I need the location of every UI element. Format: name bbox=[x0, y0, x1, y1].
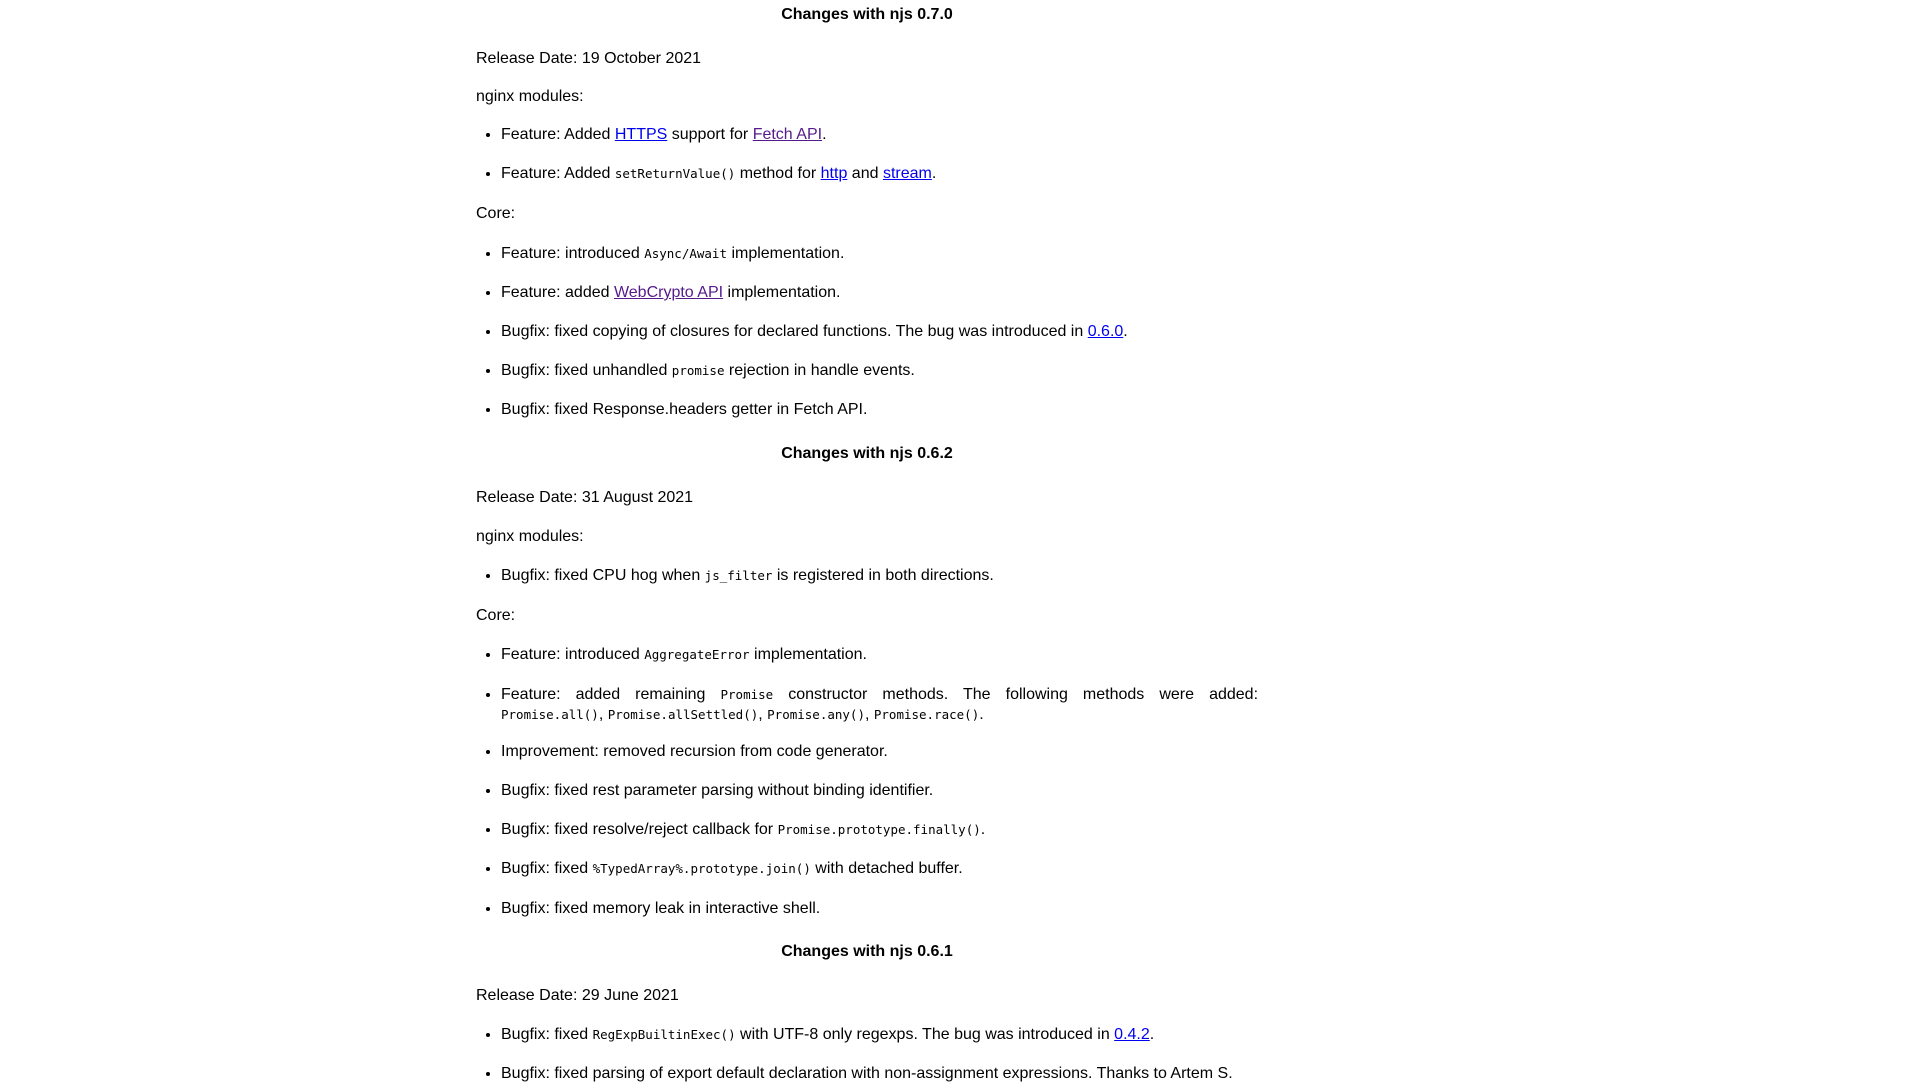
nginx-modules-list bbox=[476, 126, 1258, 183]
webcrypto-api-link[interactable]: WebCrypto API bbox=[613, 284, 724, 301]
code-snippet: js_filter bbox=[704, 568, 773, 583]
code-snippet: AggregateError bbox=[644, 647, 750, 662]
list-item: • Feature: introduced AggregateError implementation. bbox=[501, 646, 1258, 664]
changelog-content bbox=[476, 0, 1258, 1083]
list-item: • Bugfix: fixed RegExpBuiltinExec() with UTF-8 only regexps. The bug was introduced in 0.4.2. bbox=[501, 1026, 1258, 1044]
release-date: Release Date: 31 August 2021 bbox=[476, 489, 694, 506]
code-snippet: Promise.all() bbox=[501, 707, 599, 722]
code-snippet: Promise.any() bbox=[767, 707, 865, 722]
code-snippet: Async/Await bbox=[644, 246, 727, 261]
code-snippet: %TypedArray%.prototype.join() bbox=[592, 861, 811, 876]
list-item: • Bugfix: fixed rest parameter parsing without binding identifier. bbox=[501, 782, 1258, 800]
code-snippet: Promise.allSettled() bbox=[607, 707, 759, 722]
list-item: • Bugfix: fixed copying of closures for declared functions. The bug was introduced in 0.6.0. bbox=[501, 323, 1258, 341]
fetch-api-link[interactable]: Fetch API bbox=[752, 126, 823, 143]
code-snippet: Promise.prototype.finally() bbox=[777, 822, 981, 837]
release-date: Release Date: 29 June 2021 bbox=[476, 987, 679, 1004]
version-0-4-2-link[interactable]: 0.4.2 bbox=[1114, 1026, 1150, 1043]
stream-link[interactable]: stream bbox=[882, 165, 932, 182]
code-snippet: Promise.race() bbox=[873, 707, 980, 722]
https-link[interactable]: HTTPS bbox=[614, 126, 668, 143]
list-item: • Feature: introduced Async/Await implementation. bbox=[501, 245, 1258, 263]
list-item: • Feature: added WebCrypto API implementation. bbox=[501, 284, 1258, 302]
list-item: • Bugfix: fixed resolve/reject callback for Promise.prototype.finally(). bbox=[501, 821, 1258, 839]
release-date: Release Date: 19 October 2021 bbox=[476, 50, 702, 67]
code-snippet: setReturnValue() bbox=[614, 166, 736, 181]
list-item: • Feature: Added HTTPS support for Fetch API. bbox=[501, 126, 1258, 144]
release-heading: Changes with njs 0.6.1 bbox=[781, 943, 953, 960]
list-item: • Improvement: removed recursion from code generator. bbox=[501, 743, 1258, 761]
changes-list bbox=[476, 1026, 1258, 1083]
code-snippet: RegExpBuiltinExec() bbox=[592, 1027, 736, 1042]
list-item: • Bugfix: fixed memory leak in interactive shell. bbox=[501, 900, 1258, 918]
core-list bbox=[476, 245, 1258, 419]
section-label-nginx-modules: nginx modules: bbox=[476, 88, 584, 105]
list-item: • Feature: Added setReturnValue() method for http and stream. bbox=[501, 165, 1258, 183]
list-item: • Feature: added remaining Promise constructor methods. The following methods were added: Promise.all(), Promise.allSettled(), Promise.any(), Promise.race(). bbox=[501, 685, 1258, 725]
http-link[interactable]: http bbox=[820, 165, 848, 182]
code-snippet: Promise bbox=[720, 687, 774, 702]
section-label-nginx-modules: nginx modules: bbox=[476, 528, 584, 545]
release-heading: Changes with njs 0.6.2 bbox=[781, 445, 953, 462]
list-item: • Bugfix: fixed %TypedArray%.prototype.join() with detached buffer. bbox=[501, 860, 1258, 878]
core-list bbox=[476, 646, 1258, 918]
version-0-6-0-link[interactable]: 0.6.0 bbox=[1087, 323, 1124, 340]
list-item: • Bugfix: fixed Response.headers getter in Fetch API. bbox=[501, 401, 1258, 419]
nginx-modules-list bbox=[476, 567, 1258, 585]
release-heading: Changes with njs 0.7.0 bbox=[781, 6, 953, 23]
list-item: • Bugfix: fixed unhandled promise rejection in handle events. bbox=[501, 362, 1258, 380]
code-snippet: promise bbox=[671, 363, 725, 378]
list-item: • Bugfix: fixed CPU hog when js_filter is registered in both directions. bbox=[501, 567, 1258, 585]
section-label-core: Core: bbox=[476, 607, 516, 624]
list-item: • Bugfix: fixed parsing of export default declaration with non-assignment expressions. Thanks to Artem S. bbox=[501, 1065, 1258, 1083]
section-label-core: Core: bbox=[476, 205, 516, 222]
